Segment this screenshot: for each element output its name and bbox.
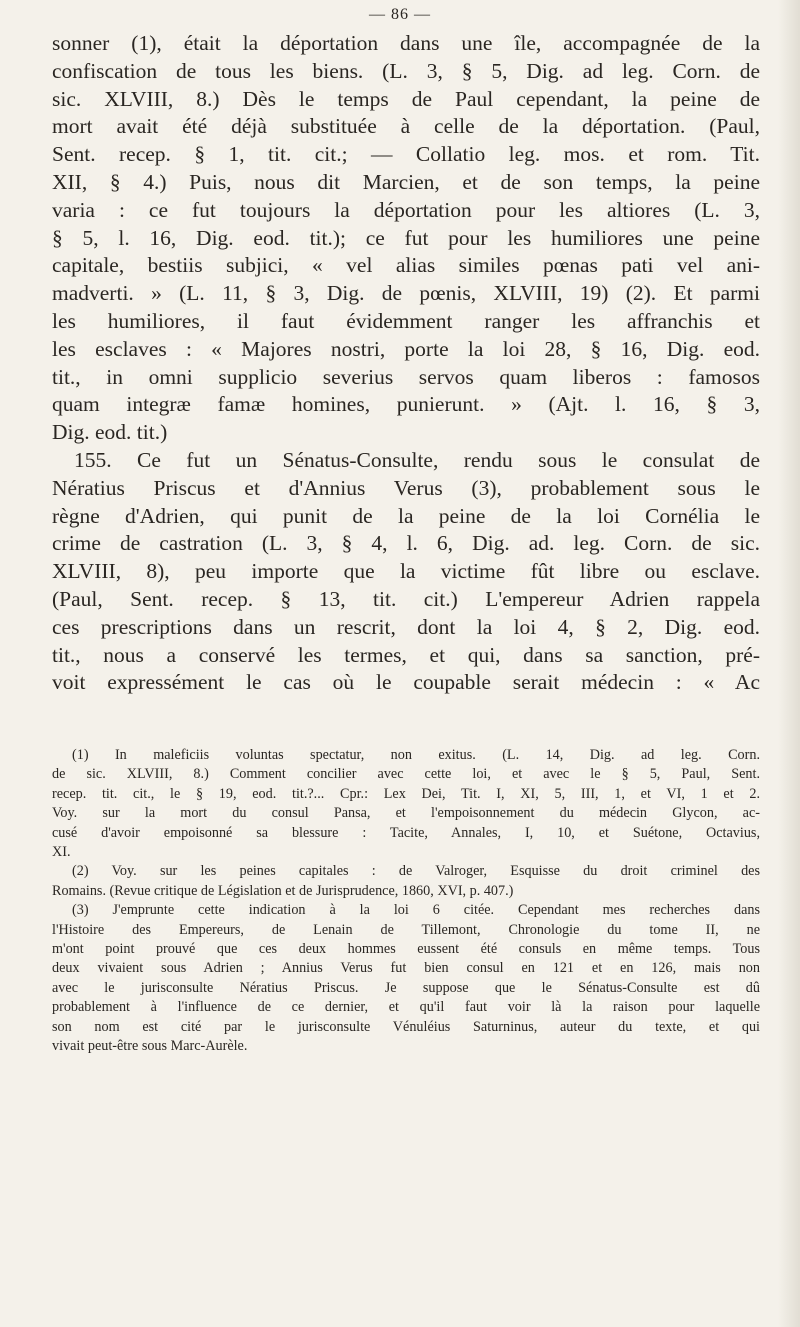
body-line: varia : ce fut toujours la déportation pour les altiores (L. 3, (52, 197, 760, 222)
body-line: les humiliores, il faut évidemment ranger les affranchis et (52, 308, 760, 333)
body-line: (Paul, Sent. recep. § 13, tit. cit.) L'empereur Adrien rappela (52, 586, 760, 611)
footnote-line: m'ont point prouvé que ces deux hommes eussent été consuls en même temps. Tous (52, 941, 760, 958)
body-line: tit., in omni supplicio severius servos quam liberos : famosos (52, 364, 760, 389)
footnote-3: (3) J'emprunte cette indication à la loi 6 citée. Cependant mes recherches dans (72, 902, 760, 919)
footnote-line: deux vivaient sous Adrien ; Annius Verus fut bien consul en 121 et en 126, mais non (52, 960, 760, 977)
body-line: voit expressément le cas où le coupable serait médecin : « Ac (52, 670, 760, 695)
body-line: XLVIII, 8), peu importe que la victime fût libre ou esclave. (52, 559, 760, 584)
body-line: ces prescriptions dans un rescrit, dont la loi 4, § 2, Dig. eod. (52, 614, 760, 639)
body-line: tit., nous a conservé les termes, et qui, dans sa sanction, pré- (52, 642, 760, 667)
body-line: madverti. » (L. 11, § 3, Dig. de pœnis, XLVIII, 19) (2). Et parmi (52, 281, 760, 306)
body-line: Sent. recep. § 1, tit. cit.; — Collatio leg. mos. et rom. Tit. (52, 142, 760, 167)
body-line: quam integræ famæ homines, punierunt. » (Ajt. l. 16, § 3, (52, 392, 760, 417)
body-line: capitale, bestiis subjici, « vel alias similes pœnas pati vel ani- (52, 253, 760, 278)
body-line: sonner (1), était la déportation dans une île, accompagnée de la (52, 31, 760, 55)
page-number: — 86 — (369, 6, 431, 23)
body-line: crime de castration (L. 3, § 4, l. 6, Dig. ad. leg. Corn. de sic. (52, 531, 760, 556)
footnote-line: Romains. (Revue critique de Législation et de Jurisprudence, 1860, XVI, p. 407.) (52, 882, 514, 899)
footnote-1: (1) In maleficiis voluntas spectatur, non exitus. (L. 14, Dig. ad leg. Corn. (72, 747, 760, 763)
paragraph-155-start: 155. Ce fut un Sénatus-Consulte, rendu sous le consulat de (74, 447, 760, 472)
footnote-line: de sic. XLVIII, 8.) Comment concilier avec cette loi, et avec le § 5, Paul, Sent. (52, 766, 760, 783)
footnote-line: l'Histoire des Empereurs, de Lenain de Tillemont, Chronologie du tome II, ne (52, 921, 760, 938)
footnote-line: XI. (52, 844, 71, 861)
body-line: sic. XLVIII, 8.) Dès le temps de Paul cependant, la peine de (52, 86, 760, 111)
body-line: XII, § 4.) Puis, nous dit Marcien, et de son temps, la peine (52, 169, 760, 194)
footnote-line: cusé d'avoir empoisonné sa blessure : Tacite, Annales, I, 10, et Suétone, Octavius, (52, 824, 760, 841)
footnotes (52, 746, 760, 1057)
body-line: Nératius Priscus et d'Annius Verus (3), probablement sous le (52, 475, 760, 500)
footnote-line: probablement à l'influence de ce dernier, et qu'il faut voir là la raison pour laquelle (52, 999, 760, 1016)
body-line: § 5, l. 16, Dig. eod. tit.); ce fut pour les humiliores une peine (52, 225, 760, 250)
footnote-line: vivait peut-être sous Marc-Aurèle. (52, 1038, 248, 1055)
body-line: confiscation de tous les biens. (L. 3, § 5, Dig. ad leg. Corn. de (52, 58, 760, 83)
footnote-line: son nom est cité par le jurisconsulte Vénuléius Saturninus, auteur du texte, et qui (52, 1018, 760, 1035)
body-line: Dig. eod. tit.) (52, 420, 168, 445)
body-line: mort avait été déjà substituée à celle de la déportation. (Paul, (52, 114, 760, 139)
footnote-2: (2) Voy. sur les peines capitales : de Valroger, Esquisse du droit criminel des (72, 863, 760, 880)
footnote-line: avec le jurisconsulte Nératius Priscus. Je suppose que le Sénatus-Consulte est dû (52, 979, 760, 996)
footnote-line: Voy. sur la mort du consul Pansa, et l'empoisonnement du médecin Glycon, ac- (52, 805, 760, 822)
page-edge-shadow (778, 0, 800, 1327)
body-line: règne d'Adrien, qui punit de la peine de la loi Cornélia le (52, 503, 760, 528)
footnote-line: recep. tit. cit., le § 19, eod. tit.?... Cpr.: Lex Dei, Tit. I, XI, 5, III, 1, et VI, 1 et 2. (52, 785, 760, 802)
body-line: les esclaves : « Majores nostri, porte la loi 28, § 16, Dig. eod. (52, 336, 760, 361)
body-text (52, 30, 760, 697)
